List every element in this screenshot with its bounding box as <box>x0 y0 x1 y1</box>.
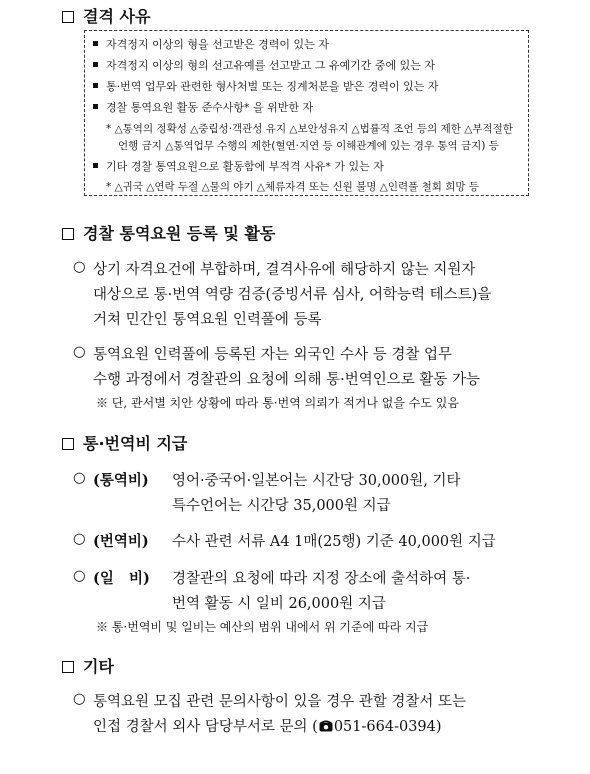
list-item <box>93 78 439 94</box>
square-bullet-icon <box>93 41 98 46</box>
section-title-registration <box>62 221 275 244</box>
fee-label-interpretation: (통역비) <box>93 472 149 489</box>
fee-label-daily: (일 비) <box>93 570 150 587</box>
note-line: ※ 통·번역비 및 일비는 예산의 범위 내에서 위 기준에 따라 지급 <box>96 620 429 634</box>
list-item <box>93 99 313 115</box>
checkbox-square-icon <box>62 228 74 240</box>
contact-line <box>93 715 442 736</box>
checkbox-square-icon <box>62 661 74 673</box>
fee-line: 번역 활동 시 일비 26,000원 지급 <box>172 596 386 612</box>
circle-bullet-icon: ○ <box>73 259 86 275</box>
fee-line: 수사 관련 서류 A4 1매(25행) 기준 40,000원 지급 <box>172 534 496 550</box>
fee-line: 특수언어는 시간당 35,000원 지급 <box>172 498 391 514</box>
section-title-text: 기타 <box>83 657 114 676</box>
footnote-line: 언행 금지 △통역업무 수행의 제한(혈연·지연 등 이해관계에 있는 경우 통역 금지) 등 <box>118 140 499 152</box>
circle-bullet-icon: ○ <box>73 568 86 584</box>
checkbox-square-icon <box>62 438 74 450</box>
circle-bullet-icon: ○ <box>73 691 86 707</box>
paragraph-line: 상기 자격요건에 부합하며, 결격사유에 해당하지 않는 지원자 <box>93 262 476 278</box>
fee-line: 경찰관의 요청에 따라 지정 장소에 출석하여 통· <box>172 571 471 587</box>
list-item <box>93 36 329 52</box>
list-item-text: 통·번역 업무와 관련한 형사처벌 또는 징계처분을 받은 경력이 있는 자 <box>106 80 439 93</box>
list-item <box>93 158 384 174</box>
list-item-text: 경찰 통역요원 활동 준수사항* 을 위반한 자 <box>106 101 314 114</box>
section-title-text: 통·번역비 지급 <box>83 434 188 453</box>
checkbox-square-icon <box>62 11 74 23</box>
note-line: ※ 단, 관서별 치안 상황에 따라 통·번역 의뢰가 적거나 없을 수도 있음 <box>96 396 459 410</box>
square-bullet-icon <box>93 83 98 88</box>
contact-text: 인접 경찰서 외사 담당부서로 문의 ( <box>93 719 318 735</box>
footnote-line: * △통역의 정확성 △중립성·객관성 유지 △보안성유지 △법률적 조언 등의 제한 △부적절한 <box>106 123 513 135</box>
phone-icon <box>319 720 333 732</box>
section-title-text: 경찰 통역요원 등록 및 활동 <box>83 224 276 243</box>
paragraph-line: 수행 과정에서 경찰관의 요청에 의해 통·번역인으로 활동 가능 <box>93 372 481 388</box>
list-item-text: 자격정지 이상의 형의 선고유예를 선고받고 그 유예기간 중에 있는 자 <box>106 59 435 72</box>
list-item <box>93 57 435 73</box>
fee-label-translation: (번역비) <box>93 533 149 550</box>
section-title-text: 결격 사유 <box>83 7 151 26</box>
section-title-other <box>62 654 114 677</box>
circle-bullet-icon: ○ <box>73 470 86 486</box>
footnote-line: * △귀국 △연락 두절 △물의 야기 △체류자격 또는 신원 불명 △인력풀 철회 희망 등 <box>106 181 480 193</box>
circle-bullet-icon: ○ <box>73 344 86 360</box>
phone-number: 051-664-0394) <box>333 719 442 735</box>
square-bullet-icon <box>93 62 98 67</box>
circle-bullet-icon: ○ <box>73 531 86 547</box>
square-bullet-icon <box>93 163 98 168</box>
paragraph-line: 통역요원 인력풀에 등록된 자는 외국인 수사 등 경찰 업무 <box>93 347 453 363</box>
paragraph-line: 거쳐 민간인 통역요원 인력풀에 등록 <box>93 312 322 328</box>
section-title-fees <box>62 431 187 454</box>
square-bullet-icon <box>93 104 98 109</box>
paragraph-line: 대상으로 통·번역 역량 검증(증빙서류 심사, 어학능력 테스트)을 <box>93 287 492 303</box>
section-title-disqualification <box>62 4 150 27</box>
list-item-text: 기타 경찰 통역요원으로 활동함에 부적격 사유* 가 있는 자 <box>106 160 384 173</box>
fee-line: 영어·중국어·일본어는 시간당 30,000원, 기타 <box>172 473 461 489</box>
list-item-text: 자격정지 이상의 형을 선고받은 경력이 있는 자 <box>106 38 329 51</box>
paragraph-line: 통역요원 모집 관련 문의사항이 있을 경우 관할 경찰서 또는 <box>93 694 467 710</box>
